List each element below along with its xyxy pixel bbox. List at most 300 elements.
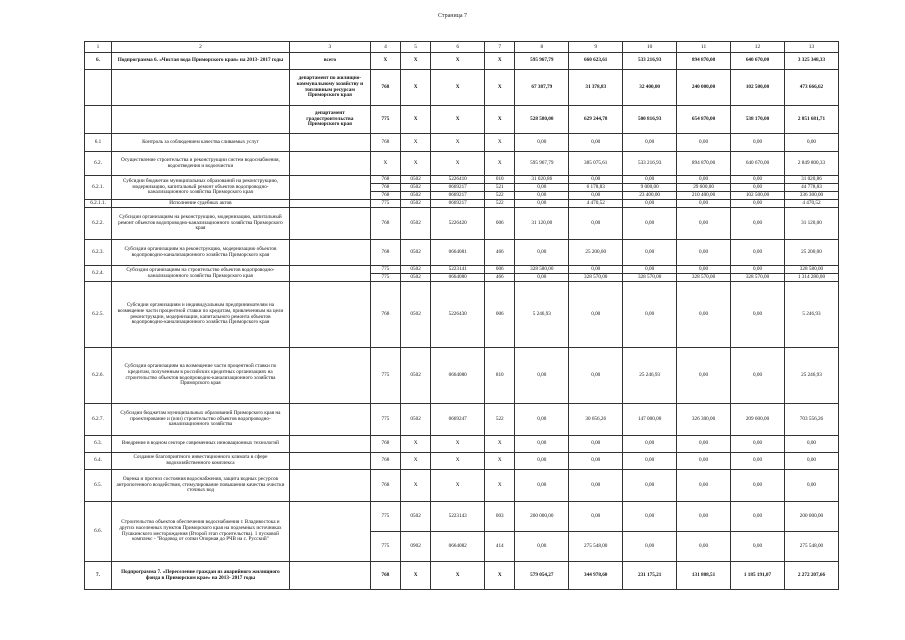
- table-cell: 894 870,00: [677, 53, 731, 70]
- table-cell: 0,00: [623, 502, 677, 532]
- table-cell: X: [485, 453, 515, 470]
- table-cell: 31 120,00: [515, 208, 569, 240]
- table-cell: 385 075,61: [569, 152, 623, 176]
- table-cell: X: [485, 436, 515, 453]
- table-cell: Субсидии организациям на возмещение части процентной ставки по кредитам, полученным в российских кредитных организациях на строительство объектов водопроводно-канализационного хозяйства Приморского края: [111, 348, 289, 404]
- table-cell: 5226420: [431, 208, 485, 240]
- table-cell: 810: [485, 348, 515, 404]
- table-cell: 775: [370, 106, 400, 134]
- table-cell: 2 272 207,66: [784, 562, 838, 590]
- table-cell: 0,00: [515, 134, 569, 152]
- table-cell: 0,00: [569, 192, 623, 200]
- table-cell: 0,00: [731, 184, 785, 192]
- table-cell: 210 400,00: [677, 192, 731, 200]
- table-cell: 0502: [401, 502, 431, 532]
- table-cell: 6 178,83: [569, 184, 623, 192]
- table-cell: 4 470,52: [784, 200, 838, 208]
- table-cell: 775: [370, 532, 400, 562]
- table-cell: [289, 453, 370, 470]
- table-cell: Контроль за соблюдением качества сливаемых услуг: [111, 134, 289, 152]
- table-cell: 102 500,00: [731, 192, 785, 200]
- table-cell: 0,00: [784, 134, 838, 152]
- table-cell: 0,00: [569, 266, 623, 274]
- table-cell: 0,00: [731, 470, 785, 502]
- table-cell: 0,00: [623, 208, 677, 240]
- table-cell: Исполнение судебных актов: [111, 200, 289, 208]
- table-cell: 0,00: [731, 134, 785, 152]
- table-cell: [289, 200, 370, 208]
- table-cell: 5226430: [431, 282, 485, 348]
- table-cell: 0,00: [677, 436, 731, 453]
- column-header: 12: [731, 42, 785, 53]
- table-row: [85, 502, 839, 532]
- table-cell: [289, 240, 370, 266]
- table-cell: 0,00: [677, 266, 731, 274]
- table-cell: X: [431, 562, 485, 590]
- column-header: 7: [485, 42, 515, 53]
- table-cell: 6.: [85, 53, 112, 70]
- column-header: 2: [111, 42, 289, 53]
- table-cell: X: [431, 453, 485, 470]
- table-cell: департамент градостроительства Приморского края: [289, 106, 370, 134]
- table-cell: 6.2.6.: [85, 348, 112, 404]
- table-cell: 67 387,79: [515, 70, 569, 106]
- table-cell: 0,00: [569, 470, 623, 502]
- table-cell: 0,00: [623, 532, 677, 562]
- table-cell: X: [485, 562, 515, 590]
- table-cell: 5223143: [431, 502, 485, 532]
- table-row: [85, 134, 839, 152]
- table-cell: X: [485, 70, 515, 106]
- table-cell: всего: [289, 53, 370, 70]
- table-cell: Субсидии организациям на реконструкцию, модернизацию объектов водопроводно-канализационного хозяйства Приморского края: [111, 240, 289, 266]
- table-cell: 31 120,00: [784, 208, 838, 240]
- table-cell: 0,00: [569, 453, 623, 470]
- table-cell: 275 548,00: [569, 532, 623, 562]
- table-cell: X: [431, 70, 485, 106]
- table-cell: X: [401, 470, 431, 502]
- table-cell: 0,00: [677, 470, 731, 502]
- table-cell: 0,00: [515, 532, 569, 562]
- table-cell: X: [485, 152, 515, 176]
- table-cell: 775: [370, 502, 400, 532]
- table-cell: 466: [485, 240, 515, 266]
- table-cell: 003: [485, 502, 515, 532]
- table-row: [85, 152, 839, 176]
- table-cell: Субсидии организациям на реконструкцию, модернизацию, капитальный ремонт объектов водопроводно-канализационного хозяйства Приморского края: [111, 208, 289, 240]
- column-header: 13: [784, 42, 838, 53]
- table-cell: 0669217: [431, 200, 485, 208]
- table-cell: 0,00: [731, 532, 785, 562]
- table-cell: 595 967,79: [515, 53, 569, 70]
- table-cell: 0,00: [677, 532, 731, 562]
- table-cell: X: [485, 134, 515, 152]
- table-cell: 579 054,27: [515, 562, 569, 590]
- table-cell: 768: [370, 240, 400, 266]
- column-header: 11: [677, 42, 731, 53]
- table-cell: 538 170,00: [731, 106, 785, 134]
- table-cell: 466: [485, 274, 515, 282]
- table-cell: 521: [485, 184, 515, 192]
- table-cell: 0,00: [677, 453, 731, 470]
- table-cell: 0,00: [677, 176, 731, 184]
- table-cell: 768: [370, 192, 400, 200]
- table-cell: Субсидии бюджетам муниципальных образований на реконструкцию, модернизацию, капитальный ремонт объектов водопроводно-канализационного хозяйства Приморского края: [111, 176, 289, 200]
- table-cell: 0664080: [431, 274, 485, 282]
- table-cell: 0,00: [731, 282, 785, 348]
- page-header: Страница 7: [437, 13, 468, 19]
- table-cell: 0,00: [569, 348, 623, 404]
- table-cell: 768: [370, 562, 400, 590]
- table-cell: Осуществление строительства и реконструкции систем водоснабжения, водоотведения и водоочистки: [111, 152, 289, 176]
- table-cell: 0502: [401, 274, 431, 282]
- table-cell: [111, 106, 289, 134]
- table-cell: 328 580,00: [784, 266, 838, 274]
- table-cell: 328 570,00: [731, 274, 785, 282]
- table-cell: Субсидии организациям и индивидуальным предпринимателям на возмещение части процентной ставки по кредитам, привлеченным на цели реконструкции, модернизации, капитального ремонта объектов водопроводно-канализационного хозяйства Приморского края: [111, 282, 289, 348]
- table-cell: [111, 70, 289, 106]
- table-cell: 2 849 800,33: [784, 152, 838, 176]
- table-row: [85, 348, 839, 404]
- table-cell: 0664082: [431, 532, 485, 562]
- table-cell: 6.2.: [85, 152, 112, 176]
- table-cell: 500 816,93: [623, 106, 677, 134]
- table-cell: 6.4.: [85, 453, 112, 470]
- table-cell: 0502: [401, 404, 431, 436]
- table-cell: X: [485, 106, 515, 134]
- table-cell: 31 378,83: [569, 70, 623, 106]
- table-cell: 0,00: [515, 348, 569, 404]
- table-cell: 240 000,00: [677, 70, 731, 106]
- table-cell: 0,00: [569, 208, 623, 240]
- table-cell: 595 967,79: [515, 152, 569, 176]
- table-cell: 0502: [401, 348, 431, 404]
- table-cell: 0,00: [677, 200, 731, 208]
- table-cell: 6.3.: [85, 436, 112, 453]
- table-cell: 0,00: [569, 502, 623, 532]
- table-row: [85, 282, 839, 348]
- table-cell: Оценка и прогноз состояния водоснабжения, защита водных ресурсов антропогенного воздействия, стимулирование повышения качества очистки сточных вод: [111, 470, 289, 502]
- table-cell: 0,00: [515, 274, 569, 282]
- table-cell: 0,00: [784, 470, 838, 502]
- table-cell: 768: [370, 70, 400, 106]
- table-cell: X: [431, 436, 485, 453]
- table-cell: 328 570,00: [569, 274, 623, 282]
- table-cell: 29 600,00: [677, 184, 731, 192]
- table-cell: 200 000,00: [515, 502, 569, 532]
- table-cell: 0,00: [623, 200, 677, 208]
- column-header: 9: [569, 42, 623, 53]
- table-cell: [289, 502, 370, 562]
- table-cell: 1 314 280,00: [784, 274, 838, 282]
- table-cell: 006: [485, 208, 515, 240]
- table-cell: 6.2.7.: [85, 404, 112, 436]
- table-cell: 654 870,00: [677, 106, 731, 134]
- table-cell: 0,00: [731, 208, 785, 240]
- table-cell: 522: [485, 404, 515, 436]
- table-cell: 328 570,00: [677, 274, 731, 282]
- table-cell: 522: [485, 200, 515, 208]
- table-cell: Внедрение в водном секторе современных инновационных технологий: [111, 436, 289, 453]
- table-row: [85, 70, 839, 106]
- table-cell: 0,00: [515, 184, 569, 192]
- table-cell: [289, 436, 370, 453]
- table-cell: 30 656,26: [569, 404, 623, 436]
- table-cell: 0,00: [784, 453, 838, 470]
- table-cell: 0,00: [677, 502, 731, 532]
- table-cell: 147 000,00: [623, 404, 677, 436]
- table-cell: 6.2.3.: [85, 240, 112, 266]
- table-cell: 31 020,86: [784, 176, 838, 184]
- table-cell: 640 670,00: [731, 53, 785, 70]
- table-cell: 0,00: [784, 436, 838, 453]
- table-cell: 6.2.5.: [85, 282, 112, 348]
- table-cell: 0,00: [731, 453, 785, 470]
- table-cell: 9 000,00: [623, 184, 677, 192]
- table-cell: 344 978,60: [569, 562, 623, 590]
- table-cell: 0,00: [731, 200, 785, 208]
- column-header: 1: [85, 42, 112, 53]
- table-cell: Создание благоприятного инвестиционного климата в сфере водохозяйственного комплекса: [111, 453, 289, 470]
- table-row: [85, 53, 839, 70]
- table-cell: 0,00: [731, 266, 785, 274]
- table-cell: 5 246,93: [784, 282, 838, 348]
- table-cell: 528 580,00: [515, 106, 569, 134]
- table-cell: 0,00: [515, 240, 569, 266]
- table-cell: 775: [370, 404, 400, 436]
- table-cell: 32 400,00: [623, 70, 677, 106]
- table-cell: 6.2.1.1.: [85, 200, 112, 208]
- table-cell: 102 500,00: [731, 70, 785, 106]
- table-cell: 006: [485, 266, 515, 274]
- table-cell: X: [431, 470, 485, 502]
- table-cell: 0,00: [677, 134, 731, 152]
- table-cell: X: [431, 53, 485, 70]
- table-cell: X: [401, 152, 431, 176]
- table-cell: X: [401, 134, 431, 152]
- table-cell: 44 778,83: [784, 184, 838, 192]
- table-cell: Субсидии бюджетам муниципальных образований Приморского края на проектирование и (или) строительство объектов водопроводно-канализационного хозяйства: [111, 404, 289, 436]
- table-row: [85, 240, 839, 266]
- table-cell: 0902: [401, 532, 431, 562]
- table-cell: 775: [370, 348, 400, 404]
- table-cell: [289, 282, 370, 348]
- table-row: [85, 404, 839, 436]
- table-cell: 414: [485, 532, 515, 562]
- table-cell: 775: [370, 274, 400, 282]
- table-cell: департамент по жилищно-коммунальному хозяйству и топливным ресурсам Приморского края: [289, 70, 370, 106]
- table-cell: 4 470,52: [569, 200, 623, 208]
- table-cell: 0,00: [731, 502, 785, 532]
- table-row: [85, 106, 839, 134]
- table-cell: X: [370, 152, 400, 176]
- table-cell: 0,00: [515, 200, 569, 208]
- table-cell: [289, 176, 370, 200]
- column-header: 10: [623, 42, 677, 53]
- table-cell: 200 000,00: [784, 502, 838, 532]
- table-cell: 660 623,61: [569, 53, 623, 70]
- table-cell: [289, 404, 370, 436]
- table-cell: 0,00: [515, 404, 569, 436]
- table-cell: 0,00: [623, 282, 677, 348]
- table-cell: 768: [370, 453, 400, 470]
- table-cell: 0669247: [431, 404, 485, 436]
- table-cell: [289, 266, 370, 282]
- table-row: [85, 266, 839, 274]
- table-cell: 25 246,93: [784, 348, 838, 404]
- table-cell: 768: [370, 184, 400, 192]
- table-cell: 0,00: [731, 348, 785, 404]
- table-cell: 0669217: [431, 184, 485, 192]
- table-cell: Субсидии организациям на строительство объектов водопроводно-канализационного хозяйства Приморского края: [111, 266, 289, 282]
- table-cell: 0,00: [515, 470, 569, 502]
- table-cell: 25 200,00: [569, 240, 623, 266]
- table-cell: 31 020,86: [515, 176, 569, 184]
- table-cell: 0502: [401, 282, 431, 348]
- table-cell: Строительство объектов обеспечения водоснабжения г. Владивостока и других населенных пунктов Приморского края на подземных источниках Пушкинского месторождения (Второй этап строительства). 1 пусковой комплекс - "Водовод от сопки Опорная до РЧВ на с. Русский": [111, 502, 289, 562]
- table-cell: 703 556,26: [784, 404, 838, 436]
- table-row: [85, 208, 839, 240]
- table-cell: 473 666,62: [784, 70, 838, 106]
- table-cell: 0,00: [731, 240, 785, 266]
- table-cell: 775: [370, 266, 400, 274]
- table-cell: 0669217: [431, 192, 485, 200]
- table-cell: 209 600,00: [731, 404, 785, 436]
- table-cell: 768: [370, 470, 400, 502]
- table-cell: [289, 152, 370, 176]
- table-cell: 768: [370, 436, 400, 453]
- table-cell: 25 200,00: [784, 240, 838, 266]
- table-cell: 629 244,78: [569, 106, 623, 134]
- table-cell: 0,00: [569, 134, 623, 152]
- table-row: [85, 470, 839, 502]
- table-cell: [289, 562, 370, 590]
- table-cell: 0,00: [731, 176, 785, 184]
- table-cell: 0,00: [515, 436, 569, 453]
- table-cell: 0502: [401, 240, 431, 266]
- table-cell: X: [431, 134, 485, 152]
- table-cell: 0,00: [677, 208, 731, 240]
- table-cell: X: [431, 106, 485, 134]
- table-cell: 0502: [401, 208, 431, 240]
- table-cell: 6.2.2.: [85, 208, 112, 240]
- table-cell: 0502: [401, 200, 431, 208]
- column-header: 4: [370, 42, 400, 53]
- table-cell: 0,00: [569, 436, 623, 453]
- table-cell: 0664081: [431, 240, 485, 266]
- table-cell: X: [485, 53, 515, 70]
- table-cell: 328 570,00: [623, 274, 677, 282]
- table-cell: 0,00: [623, 436, 677, 453]
- table-row: [85, 200, 839, 208]
- table-cell: 0,00: [569, 282, 623, 348]
- table-cell: 7.: [85, 562, 112, 590]
- table-cell: 0,00: [515, 453, 569, 470]
- column-header: 6: [431, 42, 485, 53]
- table-cell: 1 185 191,07: [731, 562, 785, 590]
- table-cell: 0,00: [623, 470, 677, 502]
- table-cell: 131 808,51: [677, 562, 731, 590]
- table-cell: 5223141: [431, 266, 485, 274]
- table-cell: X: [485, 470, 515, 502]
- table-cell: 0,00: [623, 266, 677, 274]
- table-cell: Подпрограмма 6. «Чистая вода Приморского края» на 2013- 2017 годы: [111, 53, 289, 70]
- table-cell: X: [401, 562, 431, 590]
- table-cell: 2 851 681,71: [784, 106, 838, 134]
- table-cell: X: [401, 453, 431, 470]
- table-cell: 775: [370, 200, 400, 208]
- column-header: 5: [401, 42, 431, 53]
- table-cell: 768: [370, 134, 400, 152]
- table-cell: [289, 208, 370, 240]
- table-cell: 326 300,00: [677, 404, 731, 436]
- table-cell: 0,00: [623, 453, 677, 470]
- table-cell: X: [401, 436, 431, 453]
- table-cell: 0,00: [623, 176, 677, 184]
- table-cell: 640 670,00: [731, 152, 785, 176]
- table-cell: X: [401, 70, 431, 106]
- table-cell: 0502: [401, 266, 431, 274]
- table-cell: 010: [485, 176, 515, 184]
- table-row: [85, 562, 839, 590]
- table-cell: 894 870,00: [677, 152, 731, 176]
- table-cell: 0,00: [569, 176, 623, 184]
- table-row: [85, 436, 839, 453]
- table-cell: X: [431, 152, 485, 176]
- table-cell: 231 175,21: [623, 562, 677, 590]
- table-cell: [85, 70, 112, 106]
- table-cell: Подпрограмма 7. «Переселение граждан из аварийного жилищного фонда в Приморском крае» на 2013- 2017 годы: [111, 562, 289, 590]
- table-cell: [289, 134, 370, 152]
- table-cell: 0664080: [431, 348, 485, 404]
- table-cell: 6.2.1.: [85, 176, 112, 200]
- column-header: 8: [515, 42, 569, 53]
- table-cell: 0,00: [677, 240, 731, 266]
- table-cell: 768: [370, 176, 400, 184]
- table-cell: 533 216,93: [623, 152, 677, 176]
- table-cell: 0,00: [623, 240, 677, 266]
- table-cell: 0,00: [677, 282, 731, 348]
- header-row: [85, 42, 839, 53]
- table-cell: X: [401, 53, 431, 70]
- table-cell: 5 246,93: [515, 282, 569, 348]
- table-cell: [289, 348, 370, 404]
- table-cell: 006: [485, 282, 515, 348]
- table-cell: 336 300,00: [784, 192, 838, 200]
- table-cell: 6.5.: [85, 470, 112, 502]
- table-cell: 5226410: [431, 176, 485, 184]
- table-cell: 768: [370, 208, 400, 240]
- table-cell: 0,00: [623, 134, 677, 152]
- table-row: [85, 453, 839, 470]
- table-cell: 0,00: [515, 192, 569, 200]
- table-cell: 0502: [401, 184, 431, 192]
- table-cell: 0,00: [731, 436, 785, 453]
- table-cell: 25 246,93: [623, 348, 677, 404]
- table-cell: X: [370, 53, 400, 70]
- table-cell: [85, 106, 112, 134]
- table-cell: 23 400,00: [623, 192, 677, 200]
- table-cell: 0502: [401, 176, 431, 184]
- table-cell: 3 325 348,33: [784, 53, 838, 70]
- table-cell: 0502: [401, 192, 431, 200]
- table-cell: 328 580,00: [515, 266, 569, 274]
- table-cell: 0,00: [677, 348, 731, 404]
- table-cell: 768: [370, 282, 400, 348]
- table-cell: 522: [485, 192, 515, 200]
- budget-table: [84, 41, 839, 590]
- table-cell: 6.1: [85, 134, 112, 152]
